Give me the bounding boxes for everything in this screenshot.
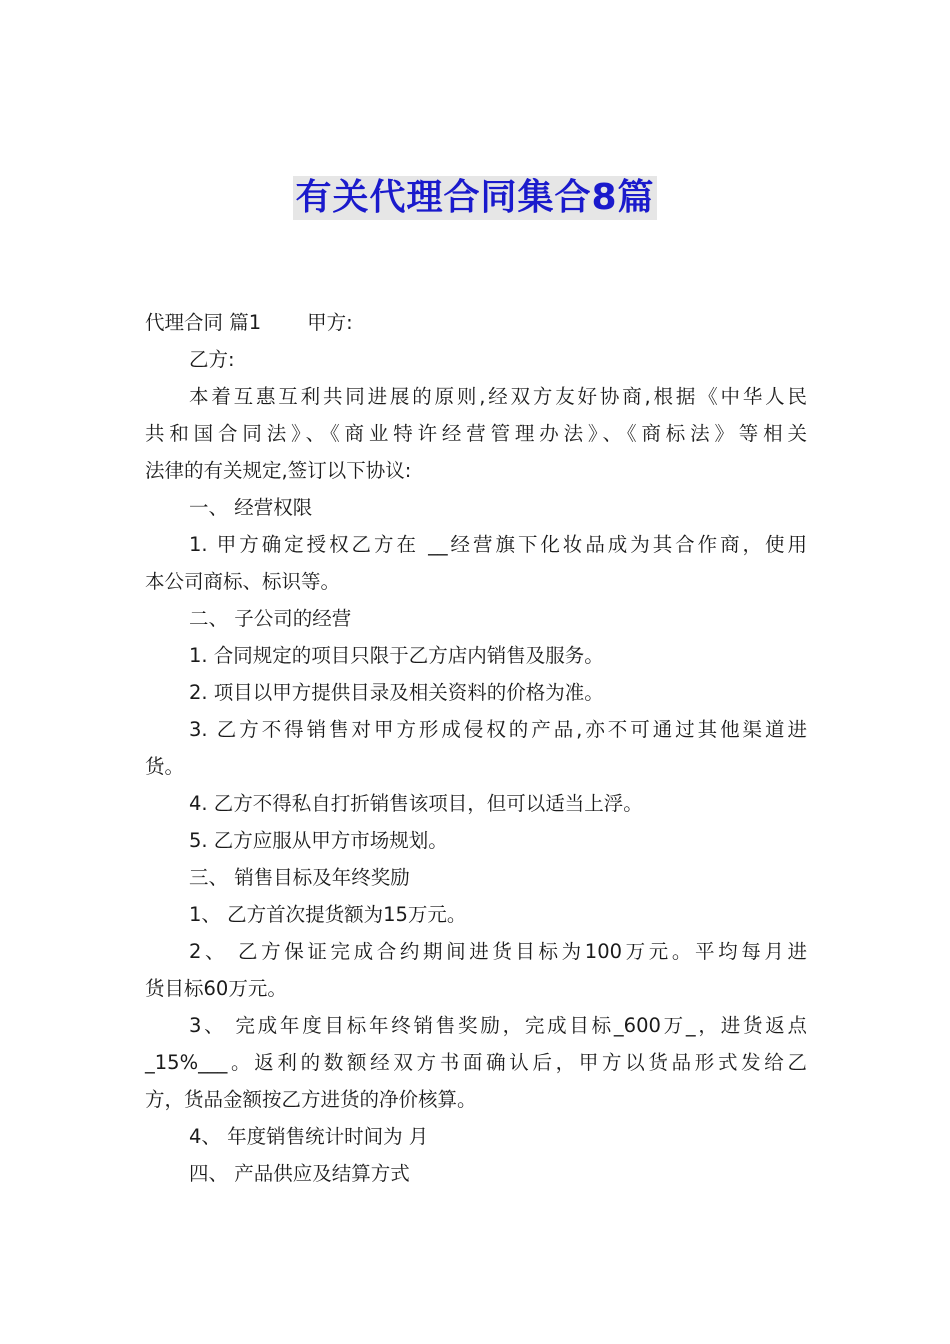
paragraph-line: 货。 [145, 755, 185, 778]
list-item: 1. 合同规定的项目只限于乙方店内销售及服务。 [189, 644, 604, 667]
document-body [145, 304, 807, 1192]
section-heading: 二、 子公司的经营 [189, 607, 352, 630]
contract-label: 代理合同 篇1 [145, 311, 262, 334]
document-title: 有关代理合同集合8篇 [295, 177, 655, 218]
party-b-label: 乙方: [189, 348, 235, 371]
paragraph-line: 1. 甲方确定授权乙方在 __经营旗下化妆品成为其合作商，使用 [189, 533, 807, 556]
paragraph-line: _15%___。返利的数额经双方书面确认后，甲方以货品形式发给乙 [145, 1051, 807, 1074]
list-item: 2、 乙方保证完成合约期间进货目标为100万元。平均每月进 [189, 940, 807, 963]
title-container [0, 176, 950, 220]
paragraph-line: 方，货品金额按乙方进货的净价核算。 [145, 1088, 477, 1111]
list-item: 3、 完成年度目标年终销售奖励，完成目标_600万_，进货返点 [189, 1014, 807, 1037]
list-item: 4. 乙方不得私自打折销售该项目，但可以适当上浮。 [189, 792, 643, 815]
paragraph-line: 共和国合同法》、《商业特许经营管理办法》、《商标法》等相关 [145, 422, 807, 445]
list-item: 1、 乙方首次提货额为15万元。 [189, 903, 467, 926]
contract-header-line [145, 304, 807, 341]
party-a-label: 甲方: [307, 311, 353, 334]
list-item: 4、 年度销售统计时间为 月 [189, 1125, 429, 1148]
section-heading: 一、 经营权限 [189, 496, 313, 519]
list-item: 5. 乙方应服从甲方市场规划。 [189, 829, 448, 852]
section-heading: 三、 销售目标及年终奖励 [189, 866, 410, 889]
list-item: 3. 乙方不得销售对甲方形成侵权的产品,亦不可通过其他渠道进 [189, 718, 807, 741]
section-heading: 四、 产品供应及结算方式 [189, 1162, 410, 1185]
paragraph-line: 本着互惠互利共同进展的原则,经双方友好协商,根据《中华人民 [189, 385, 807, 408]
paragraph-line: 货目标60万元。 [145, 977, 287, 1000]
paragraph-line: 本公司商标、标识等。 [145, 570, 341, 593]
paragraph-line: 法律的有关规定,签订以下协议: [145, 459, 412, 482]
list-item: 2. 项目以甲方提供目录及相关资料的价格为准。 [189, 681, 604, 704]
